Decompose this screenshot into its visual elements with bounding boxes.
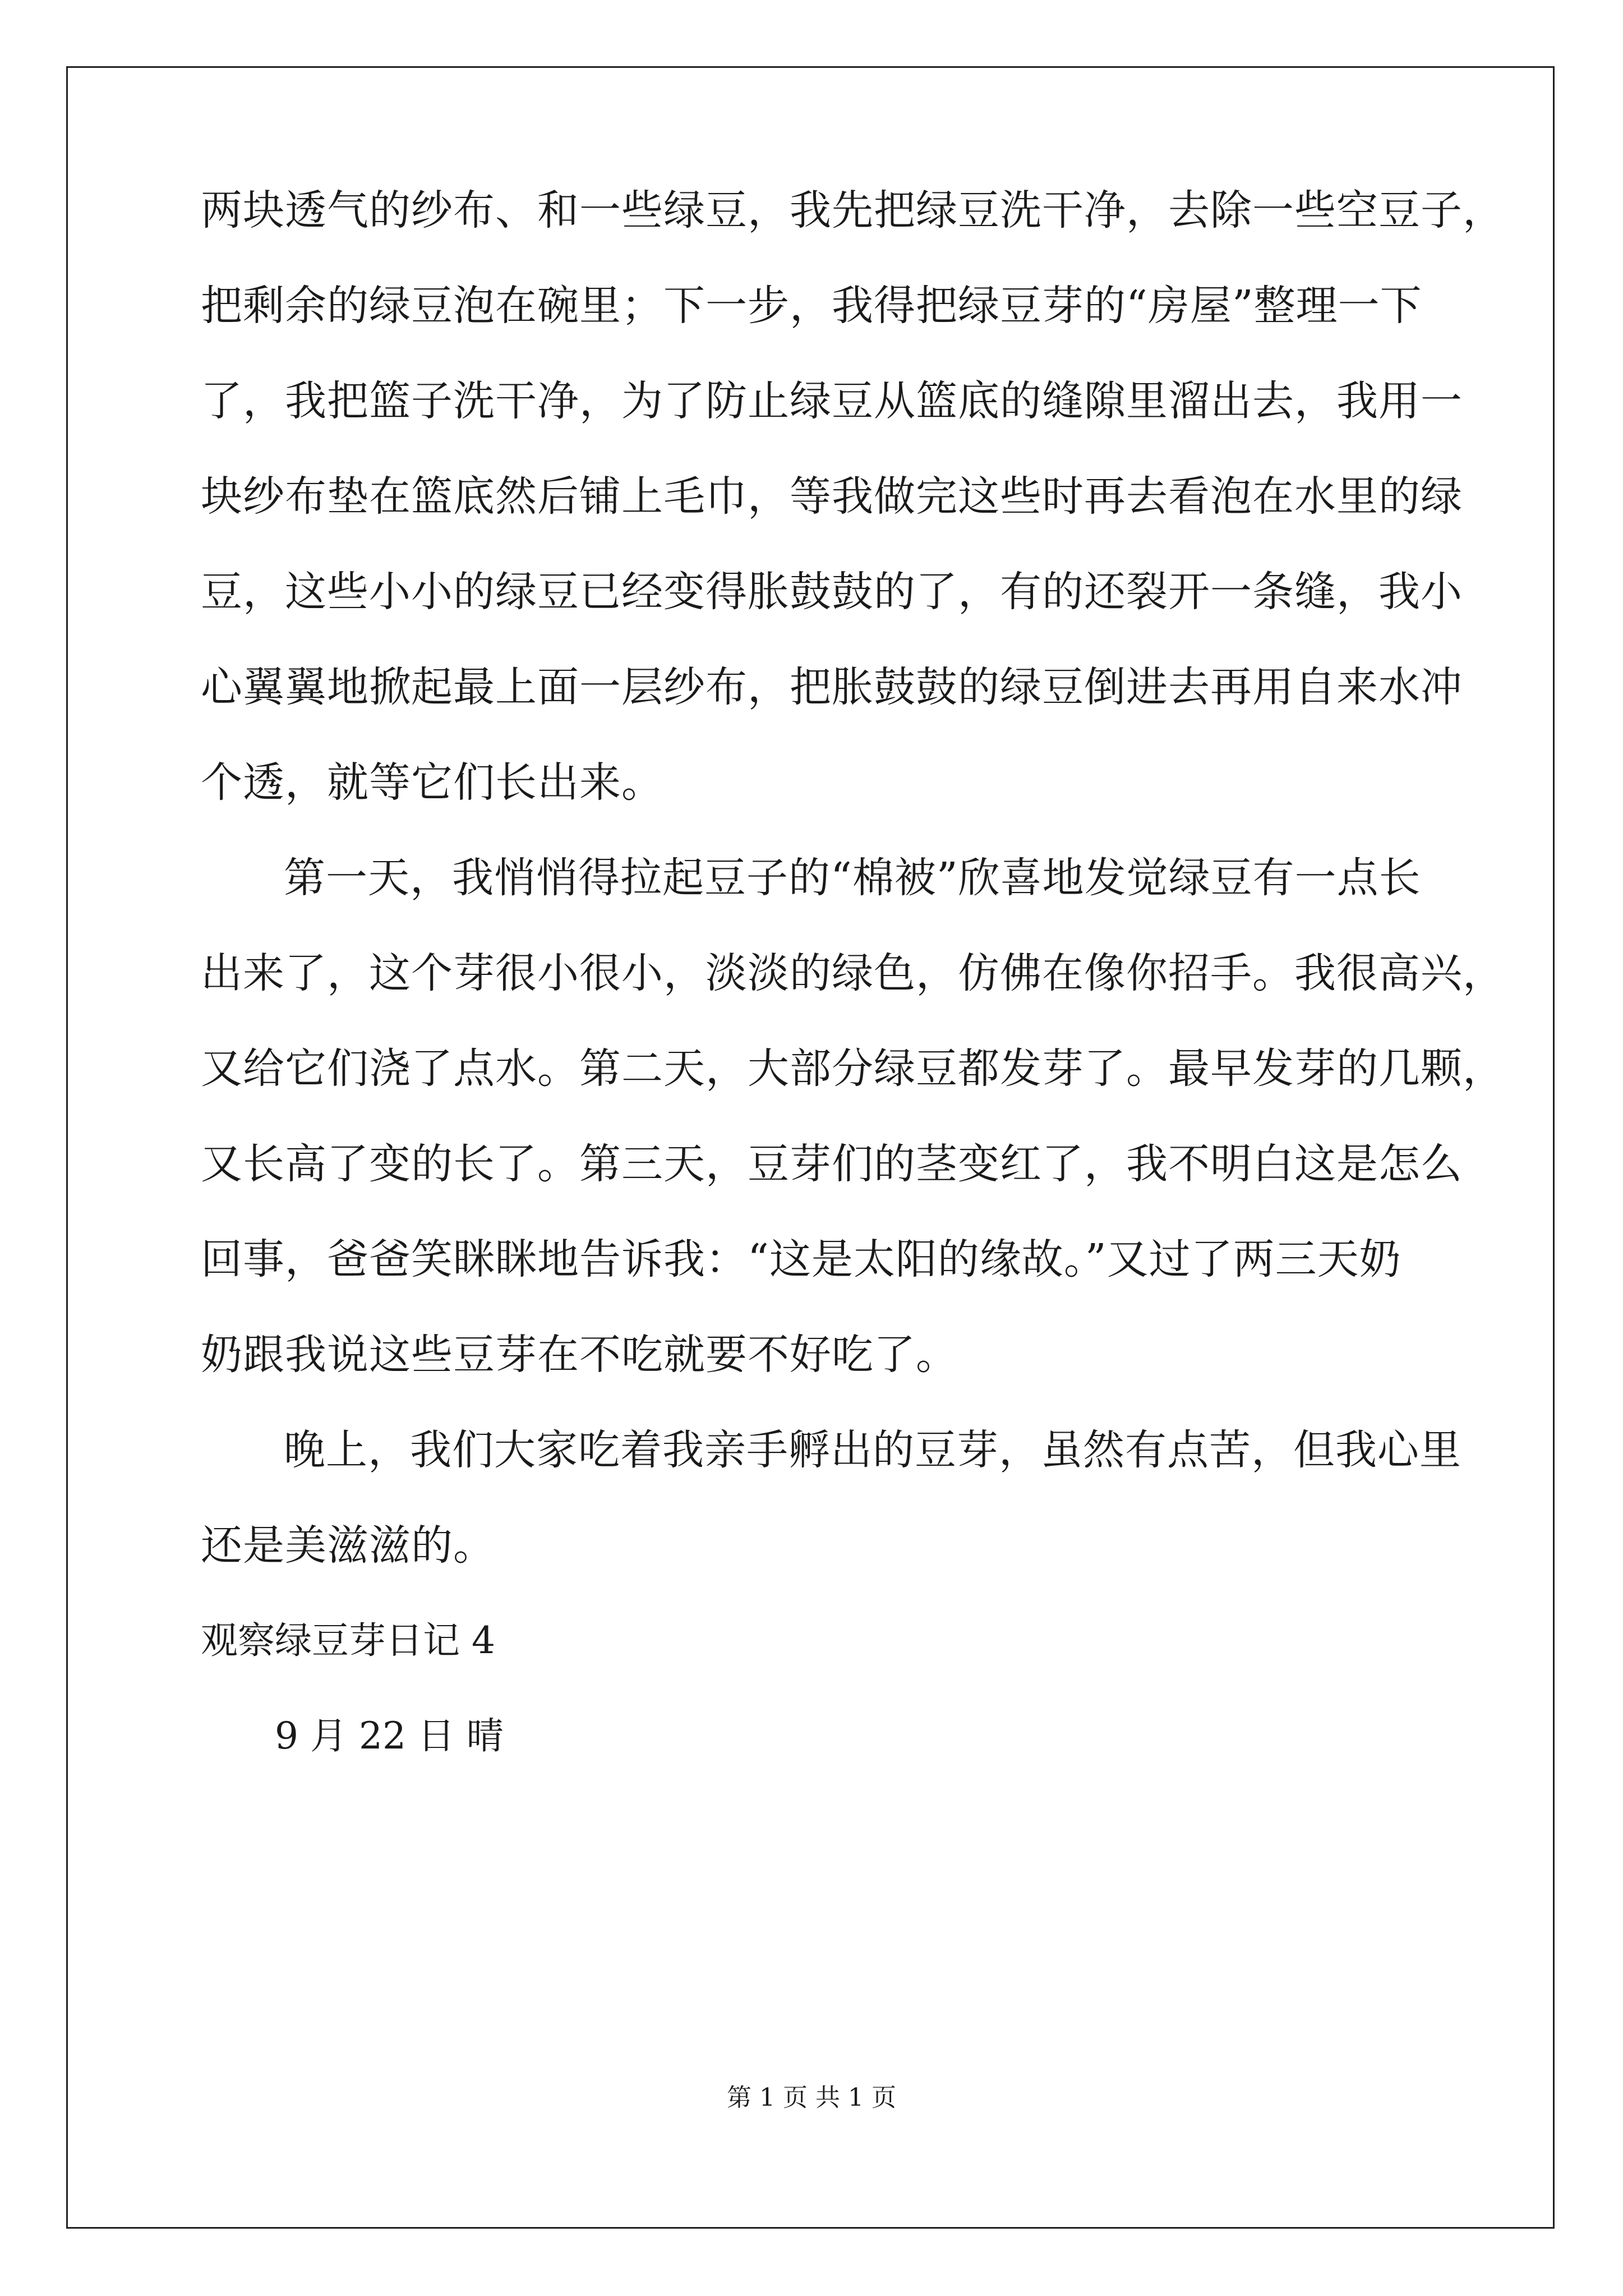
body-line: 出来了，这个芽很小很小，淡淡的绿色，仿佛在像你招手。我很高兴， bbox=[201, 949, 1505, 997]
body-line: 个透，就等它们长出来。 bbox=[201, 758, 663, 807]
diary-date: 9 月 22 日 晴 bbox=[275, 1714, 504, 1757]
body-line: 又长高了变的长了。第三天，豆芽们的茎变红了，我不明白这是怎么 bbox=[201, 1140, 1463, 1188]
body-line: 了，我把篮子洗干净，为了防止绿豆从篮底的缝隙里溜出去，我用一 bbox=[201, 377, 1463, 425]
body-line: 两块透气的纱布、和一些绿豆，我先把绿豆洗干净，去除一些空豆子， bbox=[201, 186, 1505, 234]
body-line: 心翼翼地掀起最上面一层纱布，把胀鼓鼓的绿豆倒进去再用自来水冲 bbox=[201, 663, 1463, 711]
body-line: 又给它们浇了点水。第二天，大部分绿豆都发芽了。最早发芽的几颗， bbox=[201, 1045, 1505, 1093]
page-footer: 第 1 页 共 1 页 bbox=[727, 2083, 896, 2112]
section-heading: 观察绿豆芽日记 4 bbox=[201, 1619, 495, 1662]
body-line: 还是美滋滋的。 bbox=[201, 1521, 495, 1570]
paragraph-first-line: 晚上，我们大家吃着我亲手孵出的豆芽，虽然有点苦，但我心里 bbox=[284, 1426, 1461, 1474]
body-line: 把剩余的绿豆泡在碗里；下一步，我得把绿豆芽的“房屋”整理一下 bbox=[201, 282, 1422, 330]
paragraph-first-line: 第一天，我悄悄得拉起豆子的“棉被”欣喜地发觉绿豆有一点长 bbox=[284, 854, 1421, 902]
body-line: 回事，爸爸笑眯眯地告诉我：“这是太阳的缘故。”又过了两三天奶 bbox=[201, 1235, 1401, 1283]
body-line: 奶跟我说这些豆芽在不吃就要不好吃了。 bbox=[201, 1331, 958, 1379]
body-line: 块纱布垫在篮底然后铺上毛巾，等我做完这些时再去看泡在水里的绿 bbox=[201, 472, 1463, 521]
body-line: 豆，这些小小的绿豆已经变得胀鼓鼓的了，有的还裂开一条缝，我小 bbox=[201, 568, 1463, 616]
